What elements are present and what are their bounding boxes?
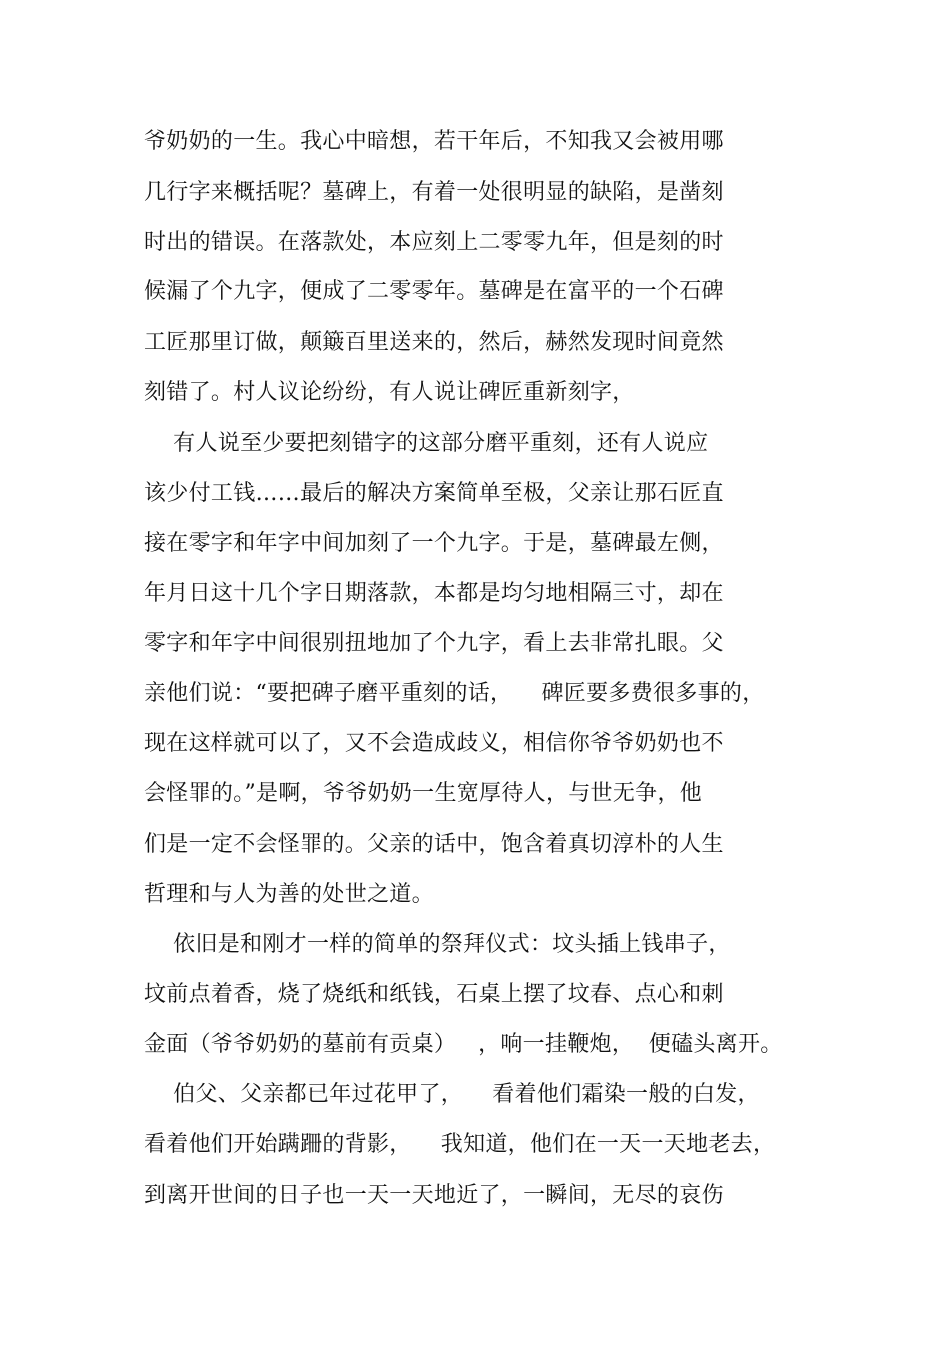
text-line: 爷奶奶的一生。我心中暗想，若干年后，不知我又会被用哪: [144, 129, 724, 154]
text-line: 亲他们说：“要把碑子磨平重刻的话， 碑匠要多费很多事的，: [144, 681, 765, 706]
text-line: 金面（爷爷奶奶的墓前有贡桌） ，响一挂鞭炮， 便磕头离开。: [144, 1032, 783, 1057]
text-line: 时出的错误。在落款处，本应刻上二零零九年，但是刻的时: [144, 230, 724, 255]
text-line: 刻错了。村人议论纷纷，有人说让碑匠重新刻字，: [144, 380, 635, 405]
text-line: 坟前点着香，烧了烧纸和纸钱，石桌上摆了坟春、点心和刺: [144, 982, 724, 1007]
text-line: 几行字来概括呢？墓碑上，有着一处很明显的缺陷，是凿刻: [144, 180, 724, 205]
text-line: 零字和年字中间很别扭地加了个九字，看上去非常扎眼。父: [144, 631, 724, 656]
text-line: 有人说至少要把刻错字的这部分磨平重刻，还有人说应: [144, 431, 709, 456]
text-line: 看着他们开始蹒跚的背影， 我知道，他们在一天一天地老去，: [144, 1132, 776, 1157]
text-line: 哲理和与人为善的处世之道。: [144, 882, 434, 907]
text-line: 年月日这十几个字日期落款，本都是均匀地相隔三寸，却在: [144, 581, 724, 606]
text-line: 们是一定不会怪罪的。父亲的话中，饱含着真切淳朴的人生: [144, 832, 724, 857]
text-line: 接在零字和年字中间加刻了一个九字。于是，墓碑最左侧，: [144, 531, 724, 556]
text-line: 伯父、父亲都已年过花甲了， 看着他们霜染一般的白发，: [144, 1082, 760, 1107]
text-line: 依旧是和刚才一样的简单的祭拜仪式：坟头插上钱串子，: [144, 932, 731, 957]
text-line: 到离开世间的日子也一天一天地近了，一瞬间，无尽的哀伤: [144, 1183, 724, 1208]
text-line: 会怪罪的。”是啊，爷爷奶奶一生宽厚待人，与世无争，他: [144, 781, 703, 806]
text-line: 工匠那里订做，颠簸百里送来的，然后，赫然发现时间竟然: [144, 330, 724, 355]
text-line: 候漏了个九字，便成了二零零年。墓碑是在富平的一个石碑: [144, 279, 724, 304]
text-line: 该少付工钱……最后的解决方案简单至极，父亲让那石匠直: [144, 481, 724, 506]
text-line: 现在这样就可以了，又不会造成歧义，相信你爷爷奶奶也不: [144, 731, 724, 756]
